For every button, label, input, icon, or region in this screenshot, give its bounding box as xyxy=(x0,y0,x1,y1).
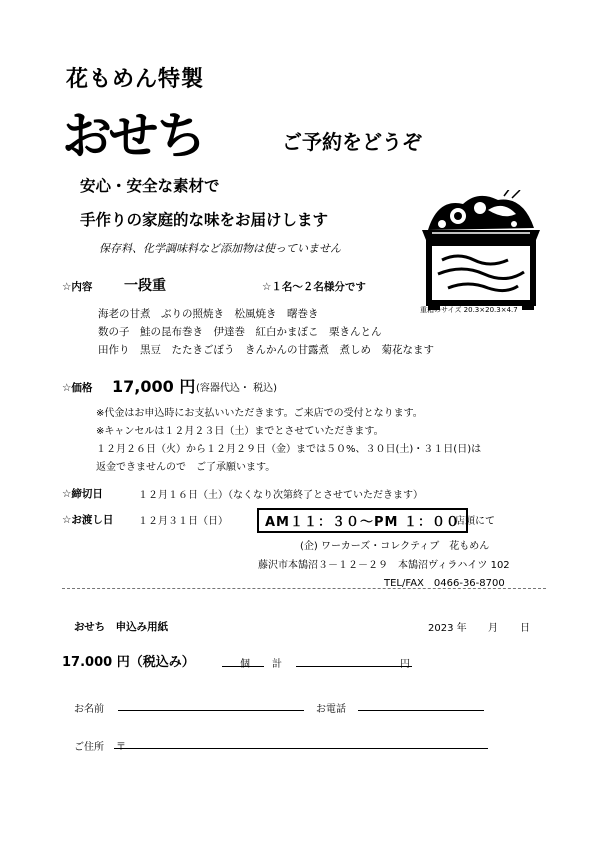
menu-line: 海老の甘煮 ぶりの照焼き 松風焼き 曙巻き xyxy=(98,308,319,320)
refund-note: 返金できませんので ご了承願います。 xyxy=(96,462,276,473)
servings: ☆１名～２名様分です xyxy=(262,281,366,293)
shop-name: (企) ワーカーズ・コレクティブ 花もめん xyxy=(300,541,490,552)
phone-label: お電話 xyxy=(316,704,346,715)
form-price: 17.000 円（税込み） xyxy=(62,655,195,670)
address-label: ご住所 xyxy=(74,742,104,753)
total-field[interactable] xyxy=(296,666,412,667)
osechi-box-illustration xyxy=(418,190,544,314)
delivery-time: AM１１：３０～PM １：００ xyxy=(257,508,468,533)
delivery-label: ☆お渡し日 xyxy=(62,514,114,526)
cancel-note: ※キャンセルは１２月２３日（土）までとさせていただきます。 xyxy=(96,426,384,437)
shop-address: 藤沢市本鵠沼３－１２－２９ 本鵠沼ヴィラハイツ 102 xyxy=(258,560,510,571)
page-title: おせち xyxy=(62,107,205,165)
price-value: 17,000 円 xyxy=(112,377,196,396)
phone-field[interactable] xyxy=(358,710,484,711)
quantity-unit: 個 xyxy=(240,659,250,670)
price-note: (容器代込・ 税込) xyxy=(196,383,277,394)
cancel-fee-note: １２月２６日（火）から１２月２９日（金）までは５０%、３０日(土)・３１日(日)は xyxy=(96,444,482,455)
price-label: ☆価格 xyxy=(62,382,93,394)
tagline: ご予約をどうぞ xyxy=(282,130,422,154)
total-yen: 円 xyxy=(400,659,410,670)
brand-name: 花もめん特製 xyxy=(66,66,205,92)
intro-line-1: 安心・安全な素材で xyxy=(80,177,220,195)
delivery-date: １２月３１日（日） xyxy=(138,516,228,527)
name-label: お名前 xyxy=(74,704,104,715)
form-year: 2023 年 xyxy=(428,623,467,634)
shop-tel: TEL/FAX 0466-36-8700 xyxy=(384,578,505,589)
contents-name: 一段重 xyxy=(124,278,166,294)
cut-line xyxy=(62,588,546,589)
form-title: おせち 申込み用紙 xyxy=(74,621,169,633)
postal-mark: 〒 xyxy=(116,742,126,753)
contents-label: ☆内容 xyxy=(62,281,93,293)
delivery-place: 店頭にて xyxy=(455,516,495,527)
box-size: 重箱のサイズ 20.3×20.3×4.7 xyxy=(420,306,518,314)
menu-line: 数の子 鮭の昆布巻き 伊達巻 紅白かまぼこ 栗きんとん xyxy=(98,326,382,338)
address-field[interactable] xyxy=(114,748,488,749)
menu-line: 田作り 黒豆 たたきごぼう きんかんの甘露煮 煮しめ 菊花なます xyxy=(98,344,434,356)
payment-note: ※代金はお申込時にお支払いいただきます。ご来店での受付となります。 xyxy=(96,408,423,419)
deadline-label: ☆締切日 xyxy=(62,488,103,500)
form-day: 日 xyxy=(520,623,530,634)
name-field[interactable] xyxy=(118,710,304,711)
form-month: 月 xyxy=(488,623,498,634)
intro-line-2: 手作りの家庭的な味をお届けします xyxy=(80,211,329,229)
deadline-value: １２月１６日（土）（なくなり次第終了とさせていただきます） xyxy=(138,490,423,501)
additive-note: 保存料、化学調味料など添加物は使っていません xyxy=(99,242,341,255)
total-label: 計 xyxy=(272,659,282,670)
